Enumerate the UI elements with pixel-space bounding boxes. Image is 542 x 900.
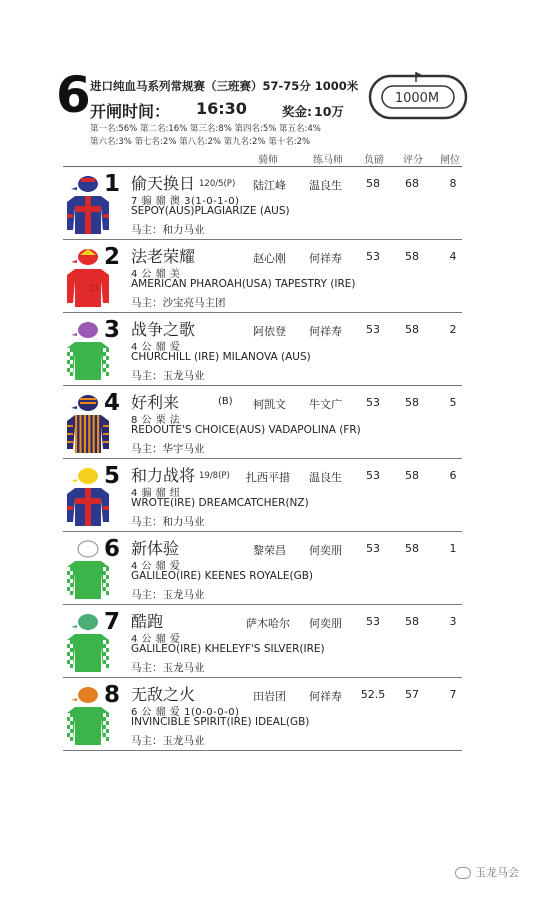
rating-history: 19/8(P) — [199, 471, 230, 481]
horse-info: 4 公 骝 爱 — [131, 342, 181, 353]
trainer-name: 何奕朋 — [309, 617, 342, 630]
runner-row — [63, 606, 462, 678]
trainer-name: 何奕朋 — [309, 544, 342, 557]
pedigree: GALILEO(IRE) KHELEYF'S SILVER(IRE) — [131, 643, 325, 655]
horse-info: 4 骟 骝 纽 — [131, 488, 181, 499]
jockey-name: 柯凯文 — [253, 398, 286, 411]
draw: 1 — [449, 542, 457, 555]
horse-name: 法老荣耀 — [131, 247, 196, 266]
horse-name: 和力战将 — [131, 466, 196, 485]
pedigree: GALILEO(IRE) KEENES ROYALE(GB) — [131, 570, 314, 582]
rating: 58 — [405, 542, 419, 555]
trainer-name: 何祥寿 — [309, 325, 342, 338]
rating: 58 — [405, 396, 419, 409]
post-time: 16:30 — [196, 99, 247, 118]
equipment-tag: (B) — [218, 396, 233, 407]
draw: 3 — [449, 615, 457, 628]
row-divider — [63, 385, 462, 386]
prize-label: 奖金: — [282, 104, 312, 119]
owner: 马主：玉龙马业 — [131, 662, 205, 674]
trainer-name: 何祥寿 — [309, 252, 342, 265]
runner-number: 3 — [104, 317, 121, 343]
carried-weight: 53 — [366, 542, 380, 555]
draw: 7 — [449, 688, 457, 701]
runner-number: 5 — [104, 463, 121, 489]
jockey-name: 阿依登 — [253, 325, 286, 338]
trainer-name: 温良生 — [309, 179, 342, 192]
draw: 8 — [449, 177, 457, 190]
pedigree: REDOUTE'S CHOICE(AUS) VADAPOLINA (FR) — [131, 424, 361, 436]
owner: 马主：玉龙马业 — [131, 735, 205, 747]
horse-info: 4 公 骝 美 — [131, 269, 181, 280]
horse-info: 6 公 骝 爱 1(0-0-0-0) — [131, 707, 240, 718]
row-divider — [63, 312, 462, 313]
horse-name: 新体验 — [131, 539, 180, 558]
horse-name: 酷跑 — [131, 612, 164, 631]
runner-number: 4 — [104, 390, 121, 416]
wechat-icon — [455, 867, 471, 879]
row-divider — [63, 458, 462, 459]
horse-info: 8 公 栗 法 — [131, 415, 181, 426]
runner-number: 6 — [104, 536, 121, 562]
owner: 马主：玉龙马业 — [131, 589, 205, 601]
runner-row — [63, 314, 462, 386]
runner-row — [63, 460, 462, 532]
runner-row — [63, 679, 462, 751]
trainer-name: 温良生 — [309, 471, 342, 484]
owner: 马主：华宇马业 — [131, 443, 205, 455]
rating: 58 — [405, 250, 419, 263]
post-time-label: 开闸时间： — [90, 102, 171, 121]
jockey-name: 赵心刚 — [253, 252, 286, 265]
owner: 马主：和力马业 — [131, 224, 205, 236]
race-number: 6 — [56, 66, 91, 124]
row-divider — [63, 239, 462, 240]
horse-name: 好利来 — [131, 393, 180, 412]
pedigree: INVINCIBLE SPIRIT(IRE) IDEAL(GB) — [131, 716, 310, 728]
draw: 2 — [449, 323, 457, 336]
runner-number: 2 — [104, 244, 121, 270]
jockey-name: 萨木哈尔 — [246, 617, 290, 630]
carried-weight: 58 — [366, 177, 380, 190]
carried-weight: 53 — [366, 615, 380, 628]
carried-weight: 53 — [366, 323, 380, 336]
runner-number: 1 — [104, 171, 121, 197]
horse-info: 4 公 骝 爱 — [131, 561, 181, 572]
horse-info: 7 骟 骝 澳 3(1-0-1-0) — [131, 196, 240, 207]
owner: 马主：和力马业 — [131, 516, 205, 528]
draw: 6 — [449, 469, 457, 482]
runner-row — [63, 241, 462, 313]
rating-history: 120/5(P) — [199, 179, 236, 189]
carried-weight: 52.5 — [360, 688, 386, 701]
rating: 58 — [405, 323, 419, 336]
pedigree: WROTE(IRE) DREAMCATCHER(NZ) — [131, 497, 309, 509]
jockey-name: 田岩团 — [253, 690, 286, 703]
jockey-name: 黎荣昌 — [253, 544, 286, 557]
rating: 58 — [405, 469, 419, 482]
carried-weight: 53 — [366, 250, 380, 263]
draw: 5 — [449, 396, 457, 409]
prize-amount: 10万 — [314, 104, 344, 119]
col-jockey: 骑师 — [258, 155, 278, 166]
distance-label: 1000M — [394, 91, 440, 106]
pedigree: SEPOY(AUS)PLAGIARIZE (AUS) — [131, 205, 290, 217]
runner-number: 7 — [104, 609, 121, 635]
rating: 68 — [405, 177, 419, 190]
owner: 马主：沙宝亮马主团 — [131, 297, 226, 309]
col-weight: 负磅 — [364, 155, 384, 166]
horse-name: 偷天换日 — [131, 174, 196, 193]
watermark — [455, 864, 519, 880]
race-title: 进口纯血马系列常规赛（三班赛）57-75分 1000米 — [90, 79, 359, 93]
pedigree: AMERICAN PHAROAH(USA) TAPESTRY (IRE) — [131, 278, 356, 290]
prize-split-line-1: 第一名:56% 第二名:16% 第三名:8% 第四名:5% 第五名:4% — [90, 124, 321, 134]
col-trainer: 练马师 — [313, 155, 343, 166]
owner: 马主：玉龙马业 — [131, 370, 205, 382]
runner-row — [63, 387, 462, 459]
draw: 4 — [449, 250, 457, 263]
prize-split-line-2: 第六名:3% 第七名:2% 第八名:2% 第九名:2% 第十名:2% — [90, 137, 311, 147]
col-draw: 闸位 — [440, 155, 460, 166]
row-divider — [63, 604, 462, 605]
row-divider — [63, 750, 462, 751]
rating: 58 — [405, 615, 419, 628]
horse-info: 4 公 骝 爱 — [131, 634, 181, 645]
horse-name: 战争之歌 — [131, 320, 196, 339]
col-rating: 评分 — [403, 155, 423, 166]
runner-number: 8 — [104, 682, 121, 708]
carried-weight: 53 — [366, 396, 380, 409]
jockey-name: 陆江峰 — [253, 179, 286, 192]
header-divider — [63, 166, 462, 167]
trainer-name: 何祥寿 — [309, 690, 342, 703]
jockey-name: 扎西平措 — [246, 471, 290, 484]
pedigree: CHURCHILL (IRE) MILANOVA (AUS) — [131, 351, 311, 363]
row-divider — [63, 677, 462, 678]
rating: 57 — [405, 688, 419, 701]
horse-name: 无敌之火 — [131, 685, 196, 704]
watermark-text: 玉龙马会 — [475, 866, 519, 879]
row-divider — [63, 531, 462, 532]
runner-row — [63, 168, 462, 240]
trainer-name: 牛文广 — [309, 398, 342, 411]
carried-weight: 53 — [366, 469, 380, 482]
runner-row — [63, 533, 462, 605]
